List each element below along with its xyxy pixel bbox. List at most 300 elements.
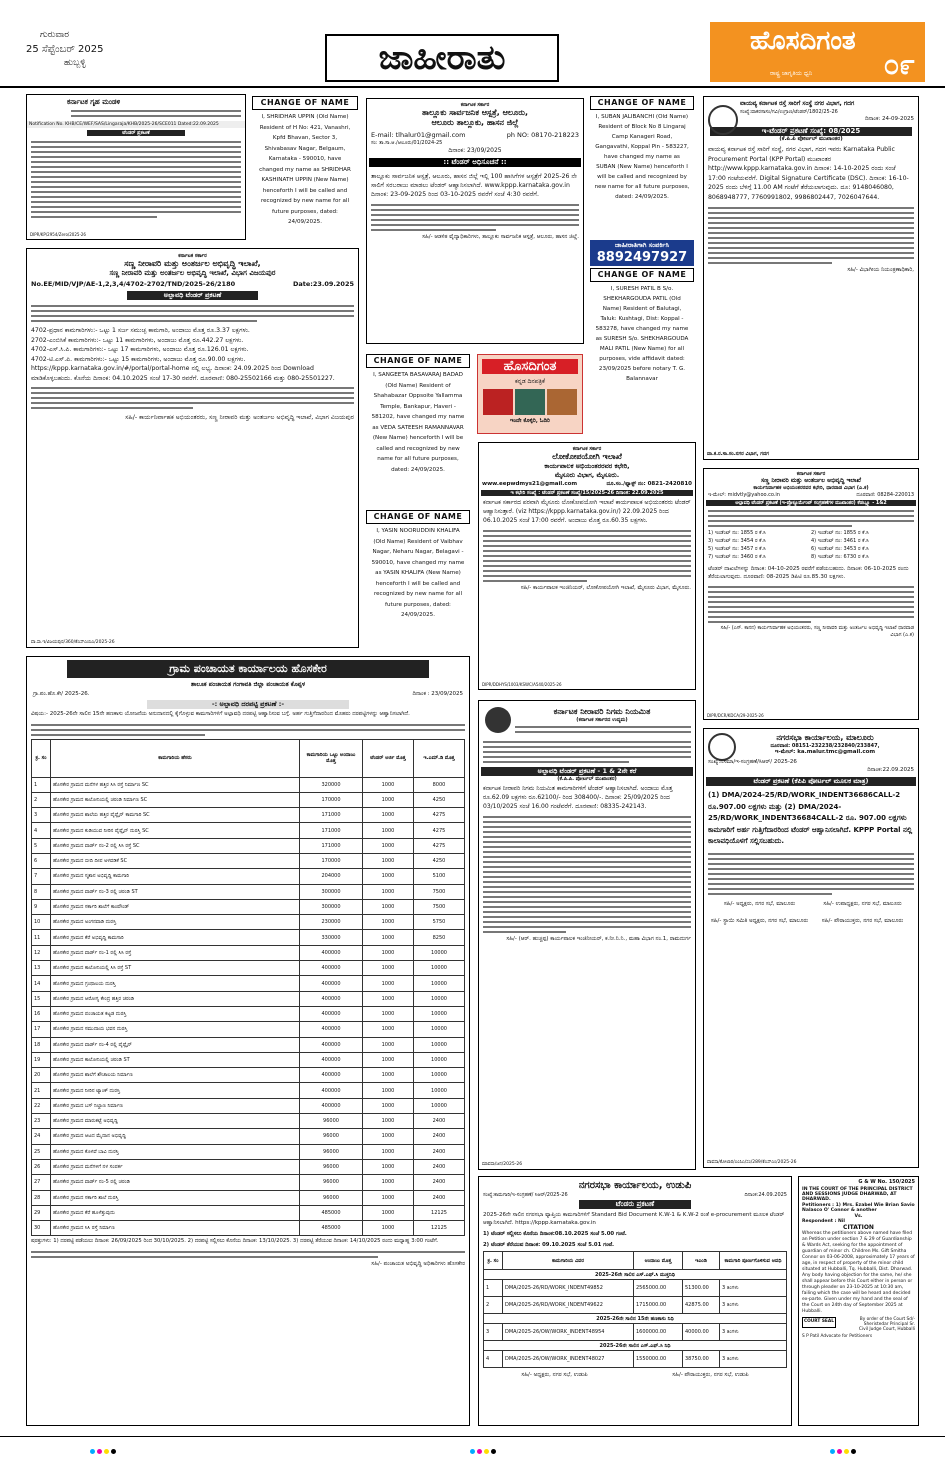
irrigation-ref-no: No.EE/MID/VJP/AE-1,2,3,4/4702-2702/TND/2025-26/2180 <box>31 280 236 288</box>
change-of-name-heading: CHANGE OF NAME <box>366 510 470 524</box>
change-of-name-text: I, SURESH PATIL B S/o. SHEKHARGOUDA PATIL (Old Name) Resident of Balutagi, Taluk: Kushtagi, Dist: Koppal - 583278, have changed my name as SURESH S/o. SHEKHARGOUDA MALI PATIL (New Name) for all purposes, vide affidavit dated: 23/09/2025 before notary T. G. Balannavar <box>595 286 689 382</box>
pwd-org: ಕರ್ನಾಟಕ ಸರ್ಕಾರ <box>572 446 602 452</box>
table-row <box>32 991 465 1006</box>
table-cell: 10 <box>32 915 51 930</box>
udupi-title: ನಗರಸಭಾ ಕಾರ್ಯಾಲಯ, ಉಡುಪಿ <box>578 1180 692 1191</box>
table-cell: ಹೊಸಕೇರ ಗ್ರಾಮದ ಶಾಲೆಯ ಹತ್ತಿರ ಪೈಪ್ಲೈನ್ ಕಾಮಗಾರಿ SC <box>51 808 300 823</box>
table-cell: 4275 <box>414 838 465 853</box>
gp-signature: ಸಹಿ/- ಪಂಚಾಯತ ಅಭಿವೃದ್ಧಿ ಅಧಿಕಾರಿಗಳು ಹೊಸಕೇರ <box>371 1260 465 1267</box>
table-header: ಕಾಮಗಾರಿಯ ಒಟ್ಟು ಅಂದಾಜು ಮೊತ್ತ <box>300 739 363 777</box>
table-cell: 2400 <box>414 1129 465 1144</box>
udupi-deadline-1: 1) ಟೆಂಡರ್ ಸಲ್ಲಿಸಲು ಕೊನೆಯ ದಿನಾಂಕ:08.10.2025 ಸಂಜೆ 5.00 ಗಂಟೆ. <box>483 1231 627 1237</box>
malur-ref-no: ಸಂಖ್ಯೆ:ನಸಮಾ/ಇ-ಸಂಗ್ರಹಣೆ/ಸಿಆರ್/ 2025-26 <box>708 759 797 765</box>
change-of-name-text: I, SUBAN JALIBANCHI (Old Name) Resident of Block No 8 Lingaraj Camp Kanageri Road, Gangavathi, Koppal Pin - 583227, have changed my name as SUBAN (New Name) henceforth I will be called and recognized by new name for all future purposes, dated: 24/09/2025. <box>594 114 690 200</box>
table-cell: ಹೊಸಕೇರ ಗ್ರಾಮದ ಕೊಳವೆ ಬಾವಿ ದುರಸ್ತಿ <box>51 1144 300 1159</box>
table-cell: 24 <box>32 1129 51 1144</box>
table-cell: 4250 <box>414 792 465 807</box>
court-body: Whereas the petitioners above named have filed an Petition under section 7 & 29 of Guardianship & Wards Act, seeking for the appointment of guardian of minor ch. Children Ms. Gift Smitha Connor on 03-06-2008, approximately 17 years of age, in respect of property of the minor child situated at Hubballi, Tq. Hubballi, Dist. Dharwad. Any body having objection for the same, he/ she shall appear before this Court either in person or through pleader on 23-10-2025 at 10:30 am, failing which the case will be heard and decided ex-parte. Given under my hand and the seal of the Court on 24th day of September 2025 at Hubballi. <box>802 1231 915 1314</box>
table-header: ಕಾಮಗಾರಿಯ ಹೆಸರು <box>51 739 300 777</box>
table-row <box>32 1175 465 1190</box>
table-cell: 10000 <box>414 991 465 1006</box>
hospital-body: ತಾಲ್ಲೂಕು ಸಾರ್ವಜನಿಕ ಆಸ್ಪತ್ರೆ, ಆಲೂರು, ಹಾಸನ ಜಿಲ್ಲೆ ಇಲ್ಲಿ 100 ಹಾಸಿಗೆಗಳ ಆಸ್ಪತ್ರೆಗೆ 2025-26 ನೇ ಸಾಲಿಗೆ ಸರಬರಾಜು ಮಾಡಲು ಟೆಂಡರ್ ಆಹ್ವಾನಿಸಲಾಗಿದೆ. www.kppp.karnataka.gov.in ದಿನಾಂಕ: 23-09-2025 ರಿಂದ 03-10-2025 ರವರೆಗೆ ಸಂಜೆ 4:30 ರವರೆಗೆ. <box>371 173 577 198</box>
knnl-bar: ಅಲ್ಪಾವಧಿ ಟೆಂಡರ್ ಪ್ರಕಟಣೆ - 1 & 2ನೇ ಕರೆ <box>481 767 693 776</box>
table-cell: 8000 <box>414 777 465 792</box>
table-row <box>32 823 465 838</box>
table-cell: 400000 <box>300 1022 363 1037</box>
gram-panchayat-ad <box>26 656 470 1426</box>
wcd-org: ಕರ್ನಾಟಕ ಸರ್ಕಾರ <box>796 471 826 477</box>
irrigation-para-4: 4702-ಟಿ.ಎಸ್.ಪಿ. ಕಾಮಗಾರಿಗಳು:- ಒಟ್ಟು 15 ಕಾಮಗಾರಿಗಳು, ಅಂದಾಜು ಮೊತ್ತ ರೂ.90.00 ಲಕ್ಷಗಳು. <box>31 355 246 363</box>
table-header: ಟೆಂಡರ್ ಅರ್ಜಿ ಮೊತ್ತ <box>363 739 414 777</box>
table-cell: 1000 <box>363 823 414 838</box>
malur-municipality-ad <box>703 728 919 1168</box>
minor-irrigation-vijayapura-ad <box>26 248 359 648</box>
table-cell: 1000 <box>363 869 414 884</box>
malur-title: ನಗರಸಭಾ ಕಾರ್ಯಾಲಯ, ಮಾಲೂರು <box>776 733 874 742</box>
table-cell: 485000 <box>300 1221 363 1236</box>
table-cell: ಹೊಸಕೇರ ಗ್ರಾಮದ ಮಾರುಕಟ್ಟೆ ಅಭಿವೃದ್ಧಿ <box>51 1114 300 1129</box>
wcd-item: 6) ಇಂಡೆಂಟ್ ನಂ: 3453 ರ ಕೆ.ಸಿ <box>811 546 869 552</box>
table-cell: ಹೊಸಕೇರ ಗ್ರಾಮದ ಗ್ರಂಥಾಲಯ ದುರಸ್ತಿ <box>51 976 300 991</box>
table-cell: 170000 <box>300 792 363 807</box>
table-cell: 400000 <box>300 1098 363 1113</box>
table-cell: 96000 <box>300 1129 363 1144</box>
table-row <box>32 1129 465 1144</box>
brand-logo <box>710 22 925 82</box>
malur-signature-president: ಸಹಿ/- ಅಧ್ಯಕ್ಷರು, ನಗರ ಸಭೆ, ಮಾಲೂರು <box>723 900 796 907</box>
table-header: ಕಾಮಗಾರಿಯ ವಿವರ <box>503 1252 634 1270</box>
table-cell: 1000 <box>363 1114 414 1129</box>
change-of-name-2 <box>366 354 470 502</box>
table-cell: 5 <box>32 838 51 853</box>
table-cell: 2400 <box>414 1190 465 1205</box>
knnl-bar-note: (ಕೆ.ಪಿ.ಪಿ. ಪೋರ್ಟಲ್ ಮುಖಾಂತರ) <box>557 776 617 782</box>
gp-intro: ವಿಷಯ:- 2025-26ನೇ ಸಾಲಿನ 15ನೇ ಹಣಕಾಸು ಯೋಜನೆಯ ಅನುದಾನದಲ್ಲಿ ಕೈಗೊಳ್ಳುವ ಕಾಮಗಾರಿಗಳಿಗೆ ಅಲ್ಪಾವಧಿ ದರಪಟ್ಟಿ ಆಹ್ವಾನಿಸುವ ಬಗ್ಗೆ. ಅರ್ಹ ಗುತ್ತಿಗೆದಾರರಿಂದ ಮೊಹರು ದರಪಟ್ಟಿಗಳನ್ನು ಆಹ್ವಾನಿಸಲಾಗಿದೆ. <box>31 711 410 717</box>
table-row <box>32 945 465 960</box>
table-cell: 20 <box>32 1068 51 1083</box>
udupi-body: 2025-26ನೇ ಸಾಲಿನ ನಗರಸಭಾ ವ್ಯಾಪ್ತಿಯ ಕಾಮಗಾರಿಗಳಿಗೆ Standard Bid Document K.W-1 & K.W-2 ರಂತೆ e-procurement ಮೂಲಕ ಟೆಂಡರ್ ಆಹ್ವಾನಿಸಲಾಗಿದೆ. https://kppp.karnataka.gov.in <box>483 1212 785 1226</box>
table-cell: 10000 <box>414 1037 465 1052</box>
change-of-name-heading: CHANGE OF NAME <box>590 96 694 110</box>
table-cell: ಹೊಸಕೇರ ಗ್ರಾಮದ ಕೆರೆ ಹೂಳೆತ್ತುವುದು <box>51 1205 300 1220</box>
brand-name: ಹೊಸದಿಗಂತ <box>750 26 856 56</box>
issue-city: ಹುಬ್ಬಳ್ಳಿ <box>64 58 86 68</box>
nwkrtc-footer: ವಾ.ಕ.ರ.ಸಾ.ಸಂ.ನಗರ ವಿಭಾಗ, ಗದಗ <box>707 451 769 457</box>
table-row <box>32 838 465 853</box>
table-cell: 3 <box>32 808 51 823</box>
table-cell: 1000 <box>363 1022 414 1037</box>
registration-marks <box>90 1449 116 1454</box>
table-cell: 1000 <box>363 1006 414 1021</box>
table-cell: 300000 <box>300 884 363 899</box>
table-cell: 1000 <box>363 930 414 945</box>
table-cell: 1000 <box>363 899 414 914</box>
table-cell: ಹೊಸಕೇರ ಗ್ರಾಮದ ಮನೆಗಳ ಹತ್ತಿರ ಸಿಸಿ ರಸ್ತೆ ನಿರ್ಮಾಣ SC <box>51 777 300 792</box>
irrigation-corp-ad <box>478 700 696 1170</box>
change-of-name-text: I, SANGEETA BASAVARAJ BADAD (Old Name) Resident of Shahabazar Oppsoite Yallamma Temple, Bankapur, Haveri - 581202, have changed my name as VEDA SATEESH RAMANNAVAR (New Name) henceforth I will be called and recognized by new name for all future purposes, dated: 24/09/2025. <box>371 372 465 473</box>
housing-footer: DIPR/KP/2954/Zero/2025-26 <box>30 232 86 237</box>
table-cell: ಹೊಸಕೇರ ಗ್ರಾಮದ ವಾರ್ಡ್ ನಂ-3 ರಲ್ಲಿ ಚರಂಡಿ ST <box>51 884 300 899</box>
nwkrtc-bar: ಇ-ಟೆಂಡರ್ ಪ್ರಕಟಣೆ ಸಂಖ್ಯೆ: 08/2025 <box>710 127 912 136</box>
table-cell: ಹೊಸಕೇರ ಗ್ರಾಮದ ಕಾಲೋನಿಯಲ್ಲಿ ಚರಂಡಿ ನಿರ್ಮಾಣ SC <box>51 792 300 807</box>
table-cell: ಹೊಸಕೇರ ಗ್ರಾಮದ ಬೀದಿ ದೀಪ ಅಳವಡಿಕೆ SC <box>51 853 300 868</box>
court-respondent: Respondent : Nil <box>802 1219 846 1224</box>
table-row <box>32 869 465 884</box>
table-cell: ಹೊಸಕೇರ ಗ್ರಾಮದ ಸರ್ಕಾರಿ ಶಾಲೆ ದುರಸ್ತಿ <box>51 1190 300 1205</box>
hospital-title: ತಾಲ್ಲೂಕು ಸಾರ್ವಜನಿಕ ಆಸ್ಪತ್ರೆ, ಆಲೂರು, <box>421 108 529 117</box>
udupi-deadline-2: 2) ಟೆಂಡರ್ ತೆರೆಯುವ ದಿನಾಂಕ: 09.10.2025 ಸಂಜೆ 5.01 ಗಂಟೆ. <box>483 1242 615 1248</box>
table-row <box>32 1083 465 1098</box>
table-cell: 96000 <box>300 1144 363 1159</box>
pwd-subtitle: ಕಾರ್ಯಪಾಲಕ ಅಭಿಯಂತರರವರ ಕಛೇರಿ, <box>544 462 630 470</box>
table-row <box>32 1221 465 1236</box>
table-cell: 1000 <box>363 853 414 868</box>
table-cell: 204000 <box>300 869 363 884</box>
table-cell: 17 <box>32 1022 51 1037</box>
change-of-name-5 <box>590 268 694 438</box>
table-cell: ಹೊಸಕೇರ ಗ್ರಾಮದ ಆರೋಗ್ಯ ಕೇಂದ್ರ ಹತ್ತಿರ ಚರಂಡಿ <box>51 991 300 1006</box>
pwd-city: ಮೈಸೂರು ವಿಭಾಗ, ಮೈಸೂರು. <box>554 471 620 479</box>
minor-irrigation-dharwad-ad <box>703 468 919 720</box>
table-cell: 14 <box>32 976 51 991</box>
table-row <box>32 1190 465 1205</box>
table-cell: 10000 <box>414 1083 465 1098</box>
table-cell: 1000 <box>363 1205 414 1220</box>
court-citation-ad <box>798 1176 919 1426</box>
court-order: By order of the Court Sd/- Sheristedar Principal Sr. Civil Judge Court, Hubballi <box>858 1317 915 1332</box>
table-cell: ಹೊಸಕೇರ ಗ್ರಾಮದ ವಾರ್ಡ್ ನಂ-5 ರಲ್ಲಿ ಚರಂಡಿ <box>51 1175 300 1190</box>
page-number: ೦೯ <box>883 48 915 81</box>
wcd-item: 4) ಇಂಡೆಂಟ್ ನಂ: 3461 ರ ಕೆ.ಸಿ <box>811 538 869 544</box>
gp-works-table <box>31 739 465 1237</box>
newspaper-promo <box>477 354 583 434</box>
irrigation-para-5: https://kppp.karnataka.gov.in/#/portal/portal-home ನಲ್ಲಿ ಲಭ್ಯ. ದಿನಾಂಕ: 24.09.2025 ರಿಂದ Download ಮಾಡಿಕೊಳ್ಳಬಹುದು. ಕೊನೆಯ ದಿನಾಂಕ: 04.10.2025 ಸಂಜೆ 17-30 ರವರೆಗೆ. ದೂರವಾಣಿ: 080-25502166 ಮತ್ತು 080-25501227. <box>31 365 335 382</box>
irrigation-para-3: 4702-ಎಸ್.ಸಿ.ಪಿ. ಕಾಮಗಾರಿಗಳು:- ಒಟ್ಟು 17 ಕಾಮಗಾರಿಗಳು, ಅಂದಾಜು ಮೊತ್ತ ರೂ.126.01 ಲಕ್ಷಗಳು. <box>31 346 249 353</box>
table-cell: 10000 <box>414 1022 465 1037</box>
knnl-subtitle: (ಕರ್ನಾಟಕ ಸರ್ಕಾರದ ಉದ್ಯಮ) <box>576 717 628 723</box>
table-cell: 96000 <box>300 1190 363 1205</box>
table-cell: 400000 <box>300 1006 363 1021</box>
table-cell: ಹೊಸಕೇರ ಗ್ರಾಮದ ಅಂಗನವಾಡಿ ದುರಸ್ತಿ <box>51 915 300 930</box>
table-cell: 230000 <box>300 915 363 930</box>
table-cell: ಹೊಸಕೇರ ಗ್ರಾಮದ ಸಿಸಿ ರಸ್ತೆ ನಿರ್ಮಾಣ <box>51 1221 300 1236</box>
table-cell: ಹೊಸಕೇರ ಗ್ರಾಮದ ವಾರ್ಡ್ ನಂ-4 ರಲ್ಲಿ ಪೈಪ್ಲೈನ್ <box>51 1037 300 1052</box>
table-cell: 10000 <box>414 1006 465 1021</box>
table-row <box>32 1068 465 1083</box>
pwd-mysuru-ad <box>478 442 696 690</box>
table-row: 3 DMA/2025-26/OW/WORK_INDENT48954 1600000.00 40000.00 3 ತಿಂಗಳು <box>484 1324 787 1341</box>
udupi-signature-president: ಸಹಿ/- ಅಧ್ಯಕ್ಷರು, ನಗರ ಸಭೆ, ಉಡುಪಿ <box>521 1372 588 1378</box>
udupi-section: 2025-26ನೇ ಸಾಲಿನ 15ನೇ ಹಣಕಾಸು ನಿಧಿ <box>484 1314 787 1324</box>
table-cell: 10000 <box>414 961 465 976</box>
change-of-name-1 <box>252 96 358 238</box>
court-ref: G & W No. 150/2025 <box>858 1179 915 1185</box>
table-cell: 2400 <box>414 1144 465 1159</box>
table-cell: 7500 <box>414 884 465 899</box>
irrigation-org: ಕರ್ನಾಟಕ ಸರ್ಕಾರ <box>178 253 207 259</box>
table-cell: 96000 <box>300 1159 363 1174</box>
table-cell: 300000 <box>300 899 363 914</box>
promo-cta: ಇಂದೇ ಕೊಳ್ಳಿರಿ, ಓದಿರಿ <box>510 418 550 424</box>
ad-contact-box <box>590 240 694 266</box>
table-cell: ಹೊಸಕೇರ ಗ್ರಾಮದ ಕೆರೆ ಅಭಿವೃದ್ಧಿ ಕಾಮಗಾರಿ <box>51 930 300 945</box>
udupi-bar: ಟೆಂಡರು ಪ್ರಕಟಣೆ <box>579 1200 691 1209</box>
knnl-footer: ಮಾವಸಾ/ಜನ/2025-26 <box>482 1162 523 1167</box>
irrigation-footer: ವಾ.ಸಾ.ಇ/ವಿಜಯಪುರ/360/ಕೆಎಸ್ಎಂಸಿಎ/2025-26 <box>31 640 115 645</box>
malur-footer: ವಾವಸಾ/ಕೋಲಾರ/ಎಂಸಿಎ/ಸಂ/289/ಕೆಎಸ್ಎಂ/2025-26 <box>707 1160 797 1165</box>
municipal-emblem-icon <box>708 733 736 761</box>
table-cell: 1000 <box>363 991 414 1006</box>
pwd-body: ಕರ್ನಾಟಕ ಸರ್ಕಾರದ ಪರವಾಗಿ ಮೈಸೂರು ಲೋಕೋಪಯೋಗಿ ಇಲಾಖೆ ಕಾರ್ಯಪಾಲಕ ಅಭಿಯಂತರರು ಟೆಂಡರ್ ಆಹ್ವಾನಿಸುತ್ತಾರೆ. (viz https://kppp.karnataka.gov.in/) 22.09.2025 ರಿಂದ 06.10.2025 ಸಂಜೆ 17:00 ರವರೆಗೆ. ಅಂದಾಜು ಮೊತ್ತ ರೂ.60.35 ಲಕ್ಷಗಳು. <box>483 499 691 524</box>
change-of-name-heading: CHANGE OF NAME <box>590 268 694 282</box>
hospital-phone: ph NO: 08170-218223 <box>506 131 579 139</box>
wcd-subtitle: ಕಾರ್ಯನಿರ್ವಾಹಕ ಅಭಿಯಂತರರವರ ಕಛೇರಿ, ಧಾರವಾಡ ವಿಭಾಗ (ಎ.ಕ) <box>753 485 869 491</box>
table-cell: 1000 <box>363 1052 414 1067</box>
table-row <box>32 777 465 792</box>
table-cell: 10000 <box>414 1052 465 1067</box>
table-row <box>32 1144 465 1159</box>
table-cell: 2400 <box>414 1114 465 1129</box>
table-cell: 400000 <box>300 976 363 991</box>
pwd-phone: ದೂ.ಸಂ./ಫ್ಯಾಕ್ಸ್ ನಂ: 0821-2420810 <box>606 481 692 487</box>
udupi-section: 2025-26ನೇ ಸಾಲಿನ ಎಸ್.ಎಫ್.ಸಿ ಮುಕ್ತನಿಧಿ <box>484 1270 787 1280</box>
table-cell: 1000 <box>363 884 414 899</box>
table-cell: 18 <box>32 1037 51 1052</box>
table-cell: 1000 <box>363 915 414 930</box>
table-cell: 27 <box>32 1175 51 1190</box>
table-cell: 12125 <box>414 1205 465 1220</box>
table-cell: 1000 <box>363 961 414 976</box>
table-cell: 400000 <box>300 945 363 960</box>
change-of-name-text: I, YASIN NOORUDDIN KHALIFA (Old Name) Resident of Vaibhav Nagar, Neharu Nagar, Belagavi - 590010, have changed my name as YASIN KHALIFA (New Name) henceforth I will be called and recognized by new name for all future purposes, dated: 24/09/2025. <box>371 528 465 618</box>
wcd-item: 5) ಇಂಡೆಂಟ್ ನಂ: 3457 ರ ಕೆ.ಸಿ <box>708 546 766 552</box>
irrigation-date: Date:23.09.2025 <box>292 280 354 288</box>
table-cell: 171000 <box>300 838 363 853</box>
table-cell: 1000 <box>363 976 414 991</box>
table-cell: 29 <box>32 1205 51 1220</box>
pwd-footer: DIPR/DDHYS/1003/KSWC/A540/2025-26 <box>482 682 562 687</box>
table-cell: 400000 <box>300 991 363 1006</box>
table-cell: 170000 <box>300 853 363 868</box>
malur-phone: ದೂರವಾಣಿ: 08151-232238/232840/233847, <box>770 743 880 749</box>
gp-title: ಗ್ರಾಮ ಪಂಚಾಯತ ಕಾರ್ಯಾಲಯ ಹೊಸಕೇರ <box>67 660 429 678</box>
table-header: ಕಾಮಗಾರಿ ಪೂರ್ಣಗೊಳಿಸುವ ಅವಧಿ <box>720 1252 787 1270</box>
table-header: ಇಎಂಡಿ <box>683 1252 720 1270</box>
table-cell: 4250 <box>414 853 465 868</box>
change-of-name-heading: CHANGE OF NAME <box>366 354 470 368</box>
court-advocate: S P Patil Advocate for Petitioners <box>802 1334 873 1339</box>
housing-notification-no: Notification No. KHB/CE/WEF/SAS/Lingaraja/KHB/2025-26/SCE011 Dated:22.09.2025 <box>27 121 245 128</box>
table-row <box>32 1006 465 1021</box>
table-cell: 10000 <box>414 945 465 960</box>
table-header: ಕ್ರ. ಸಂ <box>32 739 51 777</box>
malur-body: (1) DMA/2024-25/RD/WORK_INDENT36686CALL-2 ರೂ.907.00 ಲಕ್ಷಗಳು ಮತ್ತು (2) DMA/2024-25/RD/WORK_INDENT36684CALL-2 ರೂ. 907.00 ಲಕ್ಷಗಳು ಕಾಮಗಾರಿಗೆ ಅರ್ಹ ಗುತ್ತಿಗೆದಾರರಿಂದ ಟೆಂಡರ್ ಆಹ್ವಾನಿಸಲಾಗಿದೆ. KPPP Portal ನಲ್ಲಿ ಕಾಲಾವಧಿಯೊಳಗೆ ಸಲ್ಲಿಸಬಹುದು. <box>708 791 913 845</box>
court-citation-heading: CITATION <box>843 1224 874 1231</box>
pwd-signature: ಸಹಿ/- ಕಾರ್ಯಪಾಲಕ ಇಂಜಿನಿಯರ್, ಲೋಕೋಪಯೋಗಿ ಇಲಾಖೆ, ಮೈಸೂರು ವಿಭಾಗ, ಮೈಸೂರು. <box>520 585 691 592</box>
nwkrtc-gadag-ad <box>703 96 919 460</box>
wcd-item: 1) ಇಂಡೆಂಟ್ ನಂ: 1855 ರ ಕೆ.ಸಿ <box>708 530 766 536</box>
wcd-bar: ಅಲ್ಪಾವಧಿ ಟೆಂಡರ್ ಪ್ರಕಟಣೆ (ಇ-ಪ್ರೊಕ್ಯೂರ್ಮೆಂಟ್ ಸಂಗ್ರಹಣೆಗಳ ಮುಖಾಂತರ) ಕೆಡಬ್ಲ್ಯೂ - 1&2 <box>706 500 916 506</box>
hospital-tender-ad <box>366 98 584 344</box>
table-cell: ಹೊಸಕೇರ ಗ್ರಾಮದ ಆಟದ ಮೈದಾನ ಅಭಿವೃದ್ಧಿ <box>51 1129 300 1144</box>
wcd-email: ಇ-ಮೇಲ್: midvtly@yahoo.co.in <box>708 492 780 498</box>
table-cell: 5750 <box>414 915 465 930</box>
table-row <box>32 884 465 899</box>
table-cell: 9 <box>32 899 51 914</box>
gp-subtitle: ತಾಲೂಕ ಪಂಚಾಯತ ಗಂಗಾವತಿ ಜಿಲ್ಲಾ ಪಂಚಾಯತ ಕೊಪ್ಪಳ <box>190 681 306 688</box>
table-cell: 10000 <box>414 976 465 991</box>
table-cell: 23 <box>32 1114 51 1129</box>
table-row <box>32 899 465 914</box>
table-cell: 6 <box>32 853 51 868</box>
udupi-ref-no: ಸಂಖ್ಯೆ:ಕಾಮಗಾರಿ/ಇ-ಸಂಗ್ರಹಣೆ/ ಸಿಆರ್/2025-26 <box>483 1192 568 1198</box>
udupi-signature-commissioner: ಸಹಿ/- ಪೌರಾಯುಕ್ತರು, ನಗರ ಸಭೆ, ಉಡುಪಿ <box>672 1372 749 1378</box>
court-name: IN THE COURT OF THE PRINCIPAL DISTRICT AND SESSIONS JUDGE DHARWAD, AT DHARWAD. <box>802 1187 913 1202</box>
brand-tagline: ರಾಷ್ಟ್ರ ಜಾಗೃತಿಯ ಧ್ವನಿ <box>770 70 813 77</box>
nwkrtc-org: ವಾಯವ್ಯ ಕರ್ನಾಟಕ ರಸ್ತೆ ಸಾರಿಗೆ ಸಂಸ್ಥೆ ನಗರ ವಿಭಾಗ, ಗದಗ <box>740 100 855 107</box>
wcd-signature: ಸಹಿ/- (ಎಸ್. ಕಾನನ) ಕಾರ್ಯನಿರ್ವಾಹಕ ಅಭಿಯಂತರರು, ಸಣ್ಣ ನೀರಾವರಿ ಮತ್ತು ಅಂತರ್ಜಲ ಅಭಿವೃದ್ಧಿ ಇಲಾಖೆ ಧಾರವಾಡ ವಿಭಾಗ (ಎ.ಕ) <box>720 625 914 638</box>
gp-bar: -: ಅಲ್ಪಾವಧಿ ದರಪಟ್ಟಿ ಪ್ರಕಟಣೆ :- <box>147 700 349 709</box>
table-cell: 171000 <box>300 823 363 838</box>
table-cell: 1000 <box>363 945 414 960</box>
table-cell: 25 <box>32 1144 51 1159</box>
table-row <box>32 930 465 945</box>
knnl-signature: ಸಹಿ/- (ಆರ್. ಹುಚ್ಚಪ್ಪ) ಕಾರ್ಯಪಾಲಕ ಇಂಜಿನೀಯರ್, ಕ.ನೀ.ನಿ.ನಿ., ಮಹಾ ವಿಭಾಗ ನಂ.1, ರಾಮದುರ್ಗ <box>506 936 691 942</box>
table-cell: 485000 <box>300 1205 363 1220</box>
table-cell: 26 <box>32 1159 51 1174</box>
table-row <box>32 1052 465 1067</box>
table-cell: 171000 <box>300 808 363 823</box>
change-of-name-heading: CHANGE OF NAME <box>252 96 358 110</box>
table-cell: ಹೊಸಕೇರ ಗ್ರಾಮದ ಸ್ಮಶಾನ ಅಭಿವೃದ್ಧಿ ಕಾಮಗಾರಿ <box>51 869 300 884</box>
wcd-title: ಸಣ್ಣ ನೀರಾವರಿ ಮತ್ತು ಅಂತರ್ಜಲ ಅಭಿವೃದ್ಧಿ ಇಲಾಖೆ <box>760 477 862 484</box>
table-cell: 5100 <box>414 869 465 884</box>
section-title: ಜಾಹೀರಾತು <box>325 34 559 82</box>
malur-signature-vice-president: ಸಹಿ/- ಉಪಾಧ್ಯಕ್ಷರು, ನಗರ ಸಭೆ, ಮಾಲೂರು <box>823 900 902 907</box>
table-cell: 4 <box>32 823 51 838</box>
table-cell: ಹೊಸಕೇರ ಗ್ರಾಮದ ಸರ್ಕಾರಿ ಶಾಲೆಗೆ ಕಾಂಪೌಂಡ್ <box>51 899 300 914</box>
masthead <box>0 0 945 88</box>
hospital-bar: :: ಟೆಂಡರ್ ಅಧಿಸೂಚನೆ :: <box>369 158 581 167</box>
nwkrtc-bar-note: (ಕೆ.ಪಿ.ಪಿ ಪೋರ್ಟಲ್ ಮುಖಾಂತರ) <box>779 136 843 142</box>
table-cell: ಹೊಸಕೇರ ಗ್ರಾಮದ ಕಾಲೋನಿಯಲ್ಲಿ ಚರಂಡಿ ST <box>51 1052 300 1067</box>
table-cell: 400000 <box>300 1068 363 1083</box>
table-cell: 1000 <box>363 1098 414 1113</box>
table-header: ಇ.ಎಮ್.ಡಿ ಮೊತ್ತ <box>414 739 465 777</box>
table-cell: 7 <box>32 869 51 884</box>
table-cell: 1000 <box>363 1129 414 1144</box>
table-cell: 1000 <box>363 1037 414 1052</box>
change-of-name-3 <box>366 510 470 642</box>
udupi-date: ದಿನಾಂಕ:24.09.2025 <box>744 1192 787 1198</box>
hospital-org: ಕರ್ನಾಟಕ ಸರ್ಕಾರ <box>460 102 490 108</box>
table-cell: 96000 <box>300 1175 363 1190</box>
wcd-body: ಟೆಂಡರ್ ದಾಖಲೆಗಳನ್ನು ದಿನಾಂಕ: 04-10-2025 ರವರೆಗೆ ಪಡೆಯಬಹುದು. ದಿನಾಂಕ: 06-10-2025 ರಂದು ತೆರೆಯಲಾಗುವುದು. ದೂರವಾಣಿ: 08-2025 ಡಿಪಿಟಿ ರೂ.85.30 ಲಕ್ಷಗಳು. <box>708 566 909 580</box>
gp-ref-no: ಗ್ರಾ.ಪಂ.ಹೊ.ಕೇ/ 2025-26. <box>33 691 90 697</box>
table-cell: 12 <box>32 945 51 960</box>
table-row <box>32 1098 465 1113</box>
malur-signature-commissioner: ಸಹಿ/- ಪೌರಾಯುಕ್ತರು, ನಗರ ಸಭೆ, ಮಾಲೂರು <box>821 917 904 924</box>
table-cell: 13 <box>32 961 51 976</box>
change-of-name-4 <box>590 96 694 232</box>
table-row <box>32 1037 465 1052</box>
table-cell: 11 <box>32 930 51 945</box>
nwkrtc-signature: ಸಹಿ/- ವಿಭಾಗೀಯ ನಿಯಂತ್ರಣಾಧಿಕಾರಿ, <box>847 267 914 273</box>
table-row <box>32 976 465 991</box>
table-row <box>32 1022 465 1037</box>
table-cell: 28 <box>32 1190 51 1205</box>
irrigation-signature: ಸಹಿ/- ಕಾರ್ಯನಿರ್ವಾಹಕ ಅಭಿಯಂತರರು, ಸಣ್ಣ ನೀರಾವರಿ ಮತ್ತು ಅಂತರ್ಜಲ ಅಭಿವೃದ್ಧಿ ಇಲಾಖೆ, ವಿಭಾಗ ವಿಜಯಪುರ <box>125 414 354 421</box>
table-cell: 8 <box>32 884 51 899</box>
malur-email: ಇ-ಮೇಲ್: ka.malur.tmc@gmail.com <box>774 749 876 755</box>
table-cell: 2400 <box>414 1159 465 1174</box>
wcd-item: 2) ಇಂಡೆಂಟ್ ನಂ: 1855 ರ ಕೆ.ಸಿ <box>811 530 869 536</box>
table-cell: 2 <box>32 792 51 807</box>
table-cell: 1000 <box>363 777 414 792</box>
table-cell: 10000 <box>414 1098 465 1113</box>
table-cell: 4275 <box>414 823 465 838</box>
bottom-rule <box>0 1436 945 1437</box>
table-header: ಕ್ರ. ಸಂ <box>484 1252 503 1270</box>
ad-contact-phone: 8892497927 <box>596 250 688 265</box>
promo-brand: ಹೊಸದಿಗಂತ <box>482 359 578 374</box>
udupi-section: 2025-26ನೇ ಸಾಲಿನ ಎಸ್.ಎಫ್.ಸಿ ನಿಧಿ <box>484 1341 787 1351</box>
irrigation-para-2: 2702-ಎಂಬಿಸಿಕೆ ಕಾಮಗಾರಿಗಳು:- ಒಟ್ಟು 11 ಕಾಮಗಾರಿಗಳು, ಅಂದಾಜು ಮೊತ್ತ ರೂ.442.27 ಲಕ್ಷಗಳು. <box>31 336 244 344</box>
change-of-name-text: I, SHRIDHAR UPPIN (Old Name) Resident of H No: 421, Vanashri, Kpfd Bhavan, Sector 3, Shivabasav Nagar, Belgaum, Karnataka - 590010, have changed my name as SHRIDHAR KASHINATH UPPIN (New Name) henceforth I will be called and recognized by new name for all future purposes, dated: 24/09/2025. <box>259 114 351 225</box>
table-cell: 8250 <box>414 930 465 945</box>
table-cell: ಹೊಸಕೇರ ಗ್ರಾಮದ ವಾರ್ಡ್ ನಂ-1 ರಲ್ಲಿ ಸಿಸಿ ರಸ್ತೆ <box>51 945 300 960</box>
table-cell: 1000 <box>363 1190 414 1205</box>
table-cell: 330000 <box>300 930 363 945</box>
malur-signature-committee: ಸಹಿ/- ಸ್ಥಾಯಿ ಸಮಿತಿ ಅಧ್ಯಕ್ಷರು, ನಗರ ಸಭೆ, ಮಾಲೂರು <box>710 917 809 924</box>
pwd-title: ಲೋಕೋಪಯೋಗಿ ಇಲಾಖೆ <box>552 452 622 461</box>
table-cell: 10000 <box>414 1068 465 1083</box>
table-row: 4 DMA/2025-26/OW/WORK_INDENT48027 1550000.00 38750.00 3 ತಿಂಗಳು <box>484 1351 787 1368</box>
hospital-signature: ಸಹಿ/- ಆಡಳಿತ ವೈದ್ಯಾಧಿಕಾರಿಗಳು, ತಾಲ್ಲೂಕು ಸಾರ್ವಜನಿಕ ಆಸ್ಪತ್ರೆ, ಆಲೂರು, ಹಾಸನ ಜಿಲ್ಲೆ. <box>422 234 579 240</box>
wcd-item: 8) ಇಂಡೆಂಟ್ ನಂ: 6730 ರ ಕೆ.ಸಿ <box>811 554 869 560</box>
nwkrtc-body: ವಾಯವ್ಯ ಕರ್ನಾಟಕ ರಸ್ತೆ ಸಾರಿಗೆ ಸಂಸ್ಥೆ, ನಗರ ವಿಭಾಗ, ಗದಗ ಇವರು Karnataka Public Procurement Portal (KPP Portal) ಮುಖಾಂತರ http://www.kppp.karnataka.gov.in ದಿನಾಂಕ: 14-10-2025 ರಂದು ಸಂಜೆ 17:00 ಗಂಟೆಯವರೆಗೆ. Digital Signature Certificate (DSC). ದಿನಾಂಕ: 16-10-2025 ರಂದು ಬೆಳಿಗ್ಗೆ 11.00 AM ಗಂಟೆಗೆ ತೆರೆಯಲಾಗುವುದು. ದೂ: 9148046080, 8068948777, 7760991802, 9986802447, 7026047644. <box>708 146 909 201</box>
table-cell: 19 <box>32 1052 51 1067</box>
irrigation-title: ಸಣ್ಣ ನೀರಾವರಿ ಮತ್ತು ಅಂತರ್ಜಲ ಅಭಿವೃದ್ಧಿ ಇಲಾಖೆ, <box>124 259 261 268</box>
knnl-org: ಕರ್ನಾಟಕ ನೀರಾವರಿ ನಿಗಮ ನಿಯಮಿತ <box>553 707 651 716</box>
table-cell: 1000 <box>363 1144 414 1159</box>
table-cell: ಹೊಸಕೇರ ಗ್ರಾಮದ ಪಂಚಾಯತ ಕಟ್ಟಡ ದುರಸ್ತಿ <box>51 1006 300 1021</box>
table-cell: 12125 <box>414 1221 465 1236</box>
gp-date: ದಿನಾಂಕ : 23/09/2025 <box>412 691 463 697</box>
issue-day: ಗುರುವಾರ <box>40 30 70 40</box>
irrigation-subtitle: ಸಣ್ಣ ನೀರಾವರಿ ಮತ್ತು ಅಂತರ್ಜಲ ಅಭಿವೃದ್ಧಿ ಇಲಾಖೆ, ವಿಭಾಗ ವಿಜಯಪುರ <box>109 269 276 277</box>
nwkrtc-ref-no: ಸಂಖ್ಯೆ:ವಾಕರಸಾಸಂ/ಗವಿ/ಉಗ್ರಾಣ/ಟೆಂಡರ್/1802/25-26 <box>740 109 838 115</box>
hospital-date: ದಿನಾಂಕ: 23/09/2025 <box>448 147 502 154</box>
registration-marks <box>830 1449 856 1454</box>
table-cell: ಹೊಸಕೇರ ಗ್ರಾಮದ ಕುಡಿಯುವ ನೀರಿನ ಪೈಪ್ಲೈನ್ ದುರಸ್ತಿ SC <box>51 823 300 838</box>
promo-subtitle: ಕನ್ನಡ ದಿನಪತ್ರಿಕೆ <box>514 378 545 385</box>
table-cell: 320000 <box>300 777 363 792</box>
table-cell: 30 <box>32 1221 51 1236</box>
table-row <box>32 1114 465 1129</box>
table-cell: ಹೊಸಕೇರ ಗ್ರಾಮದ ಬಸ್ ನಿಲ್ದಾಣ ನಿರ್ಮಾಣ <box>51 1098 300 1113</box>
wcd-phone: ದೂರವಾಣಿ: 08284-220013 <box>856 492 914 498</box>
wcd-footer: DIPR/DCR/KDCA/29-2025-26 <box>707 713 764 718</box>
wcd-item: 3) ಇಂಡೆಂಟ್ ನಂ: 3454 ರ ಕೆ.ಸಿ <box>708 538 766 544</box>
pwd-email: www.eepwdmys21@gmail.com <box>482 481 578 487</box>
table-cell: 15 <box>32 991 51 1006</box>
knnl-body: ಕರ್ನಾಟಕ ನೀರಾವರಿ ನಿಗಮ ನಿಯಮಿತ ಕಾಮಗಾರಿಗಳಿಗೆ ಟೆಂಡರ್ ಆಹ್ವಾನಿಸಲಾಗಿದೆ. ಅಂದಾಜು ಮೊತ್ತ ರೂ.62.09 ಲಕ್ಷಗಳು ರೂ.62100/- ರಿಂದ 308400/-. ದಿನಾಂಕ: 25/09/2025 ರಿಂದ 03/10/2025 ಸಂಜೆ 16.00 ಗಂಟೆವರೆಗೆ. ದೂರವಾಣಿ: 08335-242143. <box>483 785 673 810</box>
nwkrtc-date: ದಿನಾಂಕ: 24-09-2025 <box>864 116 914 122</box>
table-cell: ಹೊಸಕೇರ ಗ್ರಾಮದ ನೀರಿನ ಟ್ಯಾಂಕ್ ದುರಸ್ತಿ <box>51 1083 300 1098</box>
malur-date: ದಿನಾಂಕ:22.09.2025 <box>867 767 914 773</box>
table-cell: 22 <box>32 1098 51 1113</box>
